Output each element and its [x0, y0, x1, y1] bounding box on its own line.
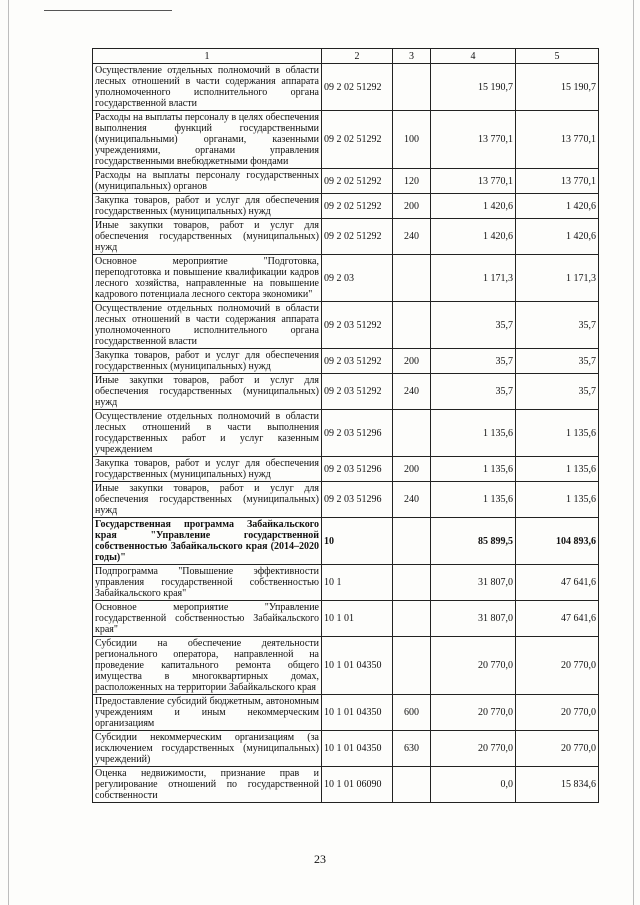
- row-name-cell: Иные закупки товаров, работ и услуг для обеспечения государственных (муниципальных) нужд: [93, 482, 322, 518]
- row-name-cell: Оценка недвижимости, признание прав и регулирование отношений по государственной собственности: [93, 767, 322, 803]
- row-code-cell: 09 2 03 51292: [322, 349, 393, 374]
- row-amount-1-cell: 20 770,0: [431, 637, 516, 695]
- table-header-row: [93, 49, 599, 64]
- table-row: [93, 349, 599, 374]
- table-row: [93, 169, 599, 194]
- table-row: [93, 64, 599, 111]
- row-name-cell: Субсидии на обеспечение деятельности регионального оператора, направленной на проведение капитального ремонта общего имущества в многоквартирных домах, расположенных на территории Забайкальского края: [93, 637, 322, 695]
- row-name-cell: Государственная программа Забайкальского края "Управление государственной собственностью Забайкальского края (2014–2020 годы)": [93, 518, 322, 565]
- row-name-cell: Предоставление субсидий бюджетным, автономным учреждениям и иным некоммерческим организациям: [93, 695, 322, 731]
- row-amount-2-cell: 1 171,3: [516, 255, 599, 302]
- row-amount-2-cell: 47 641,6: [516, 565, 599, 601]
- table-row: [93, 482, 599, 518]
- row-code-cell: 09 2 03 51292: [322, 302, 393, 349]
- row-amount-2-cell: 35,7: [516, 374, 599, 410]
- row-name-cell: Основное мероприятие "Подготовка, переподготовка и повышение квалификации кадров лесного хозяйства, направленные на повышение кадрового потенциала лесного сектора экономики": [93, 255, 322, 302]
- row-amount-2-cell: 1 135,6: [516, 482, 599, 518]
- row-amount-1-cell: 1 171,3: [431, 255, 516, 302]
- row-amount-1-cell: 35,7: [431, 349, 516, 374]
- row-expense-type-cell: [393, 637, 431, 695]
- table-row: [93, 518, 599, 565]
- table-row: [93, 637, 599, 695]
- row-expense-type-cell: [393, 601, 431, 637]
- row-expense-type-cell: 240: [393, 374, 431, 410]
- row-expense-type-cell: 200: [393, 194, 431, 219]
- row-code-cell: 09 2 03: [322, 255, 393, 302]
- row-expense-type-cell: 120: [393, 169, 431, 194]
- row-amount-1-cell: 1 420,6: [431, 194, 516, 219]
- row-expense-type-cell: [393, 255, 431, 302]
- row-expense-type-cell: [393, 565, 431, 601]
- column-header: 5: [516, 49, 599, 64]
- row-code-cell: 09 2 02 51292: [322, 169, 393, 194]
- table-row: [93, 410, 599, 457]
- row-code-cell: 09 2 03 51296: [322, 482, 393, 518]
- row-amount-1-cell: 20 770,0: [431, 695, 516, 731]
- row-name-cell: Осуществление отдельных полномочий в области лесных отношений в части содержания аппарата уполномоченного исполнительного органа государственной власти: [93, 302, 322, 349]
- row-expense-type-cell: [393, 518, 431, 565]
- row-name-cell: Осуществление отдельных полномочий в области лесных отношений в части содержания аппарата уполномоченного исполнительного органа государственной власти: [93, 64, 322, 111]
- row-name-cell: Закупка товаров, работ и услуг для обеспечения государственных (муниципальных) нужд: [93, 194, 322, 219]
- row-name-cell: Расходы на выплаты персоналу государственных (муниципальных) органов: [93, 169, 322, 194]
- table-row: [93, 565, 599, 601]
- row-expense-type-cell: [393, 767, 431, 803]
- row-amount-1-cell: 35,7: [431, 302, 516, 349]
- row-amount-1-cell: 1 135,6: [431, 457, 516, 482]
- row-amount-2-cell: 15 834,6: [516, 767, 599, 803]
- row-expense-type-cell: 600: [393, 695, 431, 731]
- row-expense-type-cell: 240: [393, 482, 431, 518]
- row-amount-2-cell: 1 135,6: [516, 410, 599, 457]
- row-name-cell: Субсидии некоммерческим организациям (за исключением государственных (муниципальных) учреждений): [93, 731, 322, 767]
- table-row: [93, 457, 599, 482]
- row-amount-1-cell: 31 807,0: [431, 565, 516, 601]
- header-rule: [44, 10, 172, 11]
- row-name-cell: Закупка товаров, работ и услуг для обеспечения государственных (муниципальных) нужд: [93, 349, 322, 374]
- row-amount-1-cell: 1 420,6: [431, 219, 516, 255]
- row-amount-1-cell: 13 770,1: [431, 169, 516, 194]
- row-name-cell: Иные закупки товаров, работ и услуг для обеспечения государственных (муниципальных) нужд: [93, 219, 322, 255]
- row-code-cell: 10 1 01 04350: [322, 731, 393, 767]
- row-code-cell: 10: [322, 518, 393, 565]
- row-amount-2-cell: 20 770,0: [516, 695, 599, 731]
- row-amount-2-cell: 20 770,0: [516, 637, 599, 695]
- row-amount-1-cell: 20 770,0: [431, 731, 516, 767]
- row-code-cell: 09 2 02 51292: [322, 64, 393, 111]
- row-amount-1-cell: 85 899,5: [431, 518, 516, 565]
- row-amount-1-cell: 31 807,0: [431, 601, 516, 637]
- row-amount-2-cell: 20 770,0: [516, 731, 599, 767]
- row-name-cell: Иные закупки товаров, работ и услуг для обеспечения государственных (муниципальных) нужд: [93, 374, 322, 410]
- row-code-cell: 10 1 01 04350: [322, 637, 393, 695]
- row-amount-2-cell: 13 770,1: [516, 169, 599, 194]
- budget-table: [92, 48, 599, 803]
- row-amount-2-cell: 47 641,6: [516, 601, 599, 637]
- row-name-cell: Закупка товаров, работ и услуг для обеспечения государственных (муниципальных) нужд: [93, 457, 322, 482]
- row-expense-type-cell: [393, 410, 431, 457]
- column-header: 1: [93, 49, 322, 64]
- row-name-cell: Расходы на выплаты персоналу в целях обеспечения выполнения функций государственными (муниципальными) органами, казенными учреждениями, органами управления государственными внебюджетными фондами: [93, 111, 322, 169]
- row-amount-1-cell: 35,7: [431, 374, 516, 410]
- row-amount-2-cell: 35,7: [516, 302, 599, 349]
- row-amount-2-cell: 1 420,6: [516, 194, 599, 219]
- row-code-cell: 09 2 02 51292: [322, 111, 393, 169]
- column-header: 4: [431, 49, 516, 64]
- row-name-cell: Основное мероприятие "Управление государственной собственностью Забайкальского края": [93, 601, 322, 637]
- column-header: 3: [393, 49, 431, 64]
- row-amount-1-cell: 15 190,7: [431, 64, 516, 111]
- row-amount-2-cell: 13 770,1: [516, 111, 599, 169]
- row-code-cell: 09 2 02 51292: [322, 219, 393, 255]
- row-expense-type-cell: 200: [393, 457, 431, 482]
- row-expense-type-cell: [393, 302, 431, 349]
- table-row: [93, 601, 599, 637]
- column-header: 2: [322, 49, 393, 64]
- row-amount-2-cell: 35,7: [516, 349, 599, 374]
- row-amount-2-cell: 104 893,6: [516, 518, 599, 565]
- row-code-cell: 09 2 03 51296: [322, 457, 393, 482]
- row-code-cell: 09 2 03 51296: [322, 410, 393, 457]
- table-row: [93, 219, 599, 255]
- table-row: [93, 302, 599, 349]
- row-expense-type-cell: 200: [393, 349, 431, 374]
- row-amount-2-cell: 1 420,6: [516, 219, 599, 255]
- row-expense-type-cell: 630: [393, 731, 431, 767]
- row-amount-1-cell: 0,0: [431, 767, 516, 803]
- row-amount-2-cell: 1 135,6: [516, 457, 599, 482]
- row-code-cell: 10 1: [322, 565, 393, 601]
- table-row: [93, 695, 599, 731]
- row-code-cell: 09 2 02 51292: [322, 194, 393, 219]
- table-row: [93, 255, 599, 302]
- table-row: [93, 111, 599, 169]
- row-expense-type-cell: [393, 64, 431, 111]
- row-amount-1-cell: 1 135,6: [431, 482, 516, 518]
- scan-left-edge: [8, 0, 9, 905]
- table-row: [93, 731, 599, 767]
- row-code-cell: 09 2 03 51292: [322, 374, 393, 410]
- row-code-cell: 10 1 01 06090: [322, 767, 393, 803]
- scan-right-edge: [633, 0, 634, 905]
- row-name-cell: Подпрограмма "Повышение эффективности управления государственной собственностью Забайкальского края": [93, 565, 322, 601]
- row-expense-type-cell: 240: [393, 219, 431, 255]
- row-expense-type-cell: 100: [393, 111, 431, 169]
- row-amount-1-cell: 1 135,6: [431, 410, 516, 457]
- table-row: [93, 194, 599, 219]
- row-name-cell: Осуществление отдельных полномочий в области лесных отношений в части выполнения государственных работ и услуг казенным учреждением: [93, 410, 322, 457]
- table-row: [93, 767, 599, 803]
- table-row: [93, 374, 599, 410]
- row-code-cell: 10 1 01: [322, 601, 393, 637]
- row-code-cell: 10 1 01 04350: [322, 695, 393, 731]
- row-amount-2-cell: 15 190,7: [516, 64, 599, 111]
- page-number: 23: [314, 852, 326, 866]
- row-amount-1-cell: 13 770,1: [431, 111, 516, 169]
